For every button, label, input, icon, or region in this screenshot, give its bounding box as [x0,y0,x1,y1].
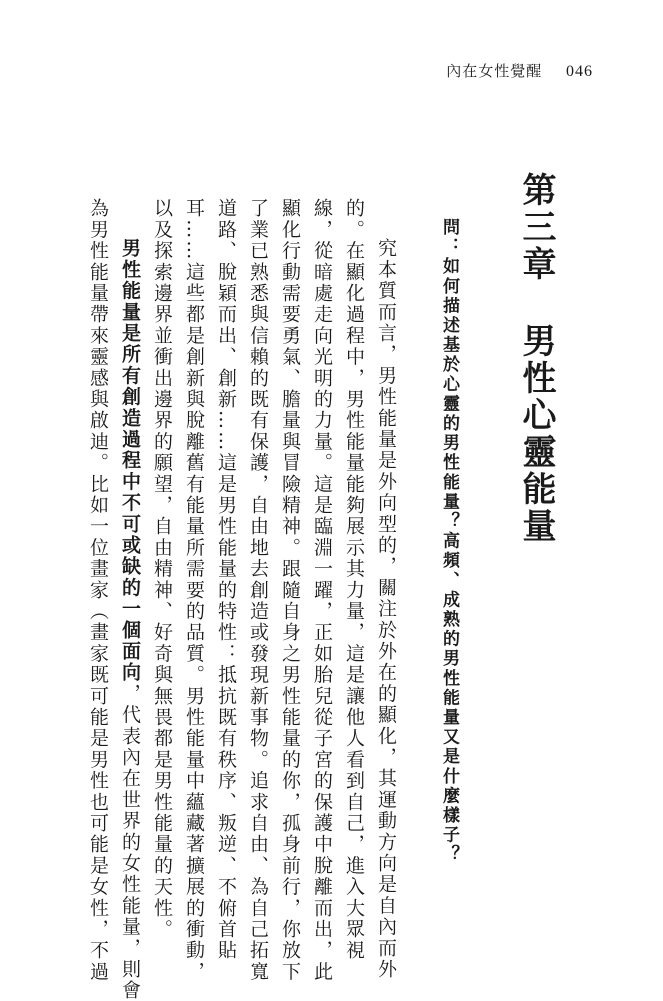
body-line-5: 了業已熟悉與信賴的既有保護，自由地去創造或發現新事物。追求自由、為自己拓寬 [247,198,269,983]
chapter-number: 第三章 [516,172,556,283]
question-line: 問：如何描述基於心靈的男性能量？高頻、成熟的男性能量又是什麼樣子？ [439,218,459,865]
body-line-9-rest: ，代表內在世界的女性能量，則會 [119,683,141,1001]
body-line-8: 以及探索邊界並衝出邊界的願望，自由精神、好奇與無畏都是男性能量的天性。 [151,198,173,940]
chapter-heading [512,172,561,545]
book-title: 內在女性覺醒 [446,62,543,80]
body-line-6: 道路、脫穎而出、創新……這是男性能量的特性：抵抗既有秩序、叛逆、不俯首貼 [215,198,237,962]
body-line-2: 的。在顯化過程中，男性能量能夠展示其力量，這是讓他人看到自己，進入大眾視 [343,198,365,962]
body-line-9 [117,198,144,1001]
chapter-title: 男性心靈能量 [516,323,556,545]
running-header [446,60,593,81]
body-line-4: 顯化行動需要勇氣、膽量與冒險精神。跟隨自身之男性能量的你，孤身前行，你放下 [279,198,301,983]
body-line-7: 耳……這些都是創新與脫離舊有能量所需要的品質。男性能量中蘊藏著擴展的衝動， [183,198,205,983]
emphasis-text: 男性能量是所有創造過程中不可或缺的一個面向 [119,238,141,684]
body-line-3: 線，從暗處走向光明的力量。這是臨淵一躍，正如胎兒從子宮的保護中脫離而出，此 [311,198,333,983]
body-line-1: 究本質而言，男性能量是外向型的，關注於外在的顯化，其運動方向是自內而外 [375,238,397,980]
body-line-10: 為男性能量帶來靈感與啟迪。比如一位畫家（畫家既可能是男性也可能是女性，不過 [87,198,109,983]
page-number: 046 [566,63,593,80]
